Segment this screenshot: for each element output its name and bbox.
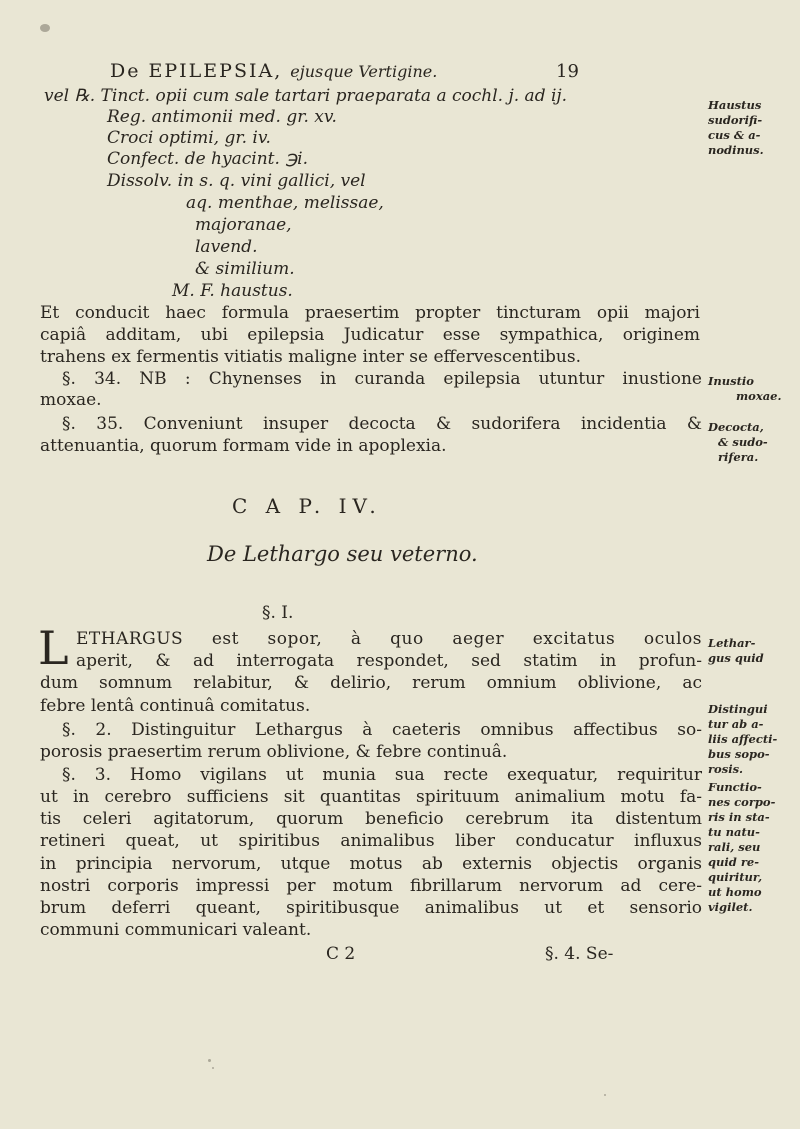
text-line: brum deferri queant, spiritibusque animalibus ut et sensorio	[40, 898, 702, 918]
text-line: ETHARGUS est sopor, à quo aeger excitatus oculos	[76, 629, 702, 649]
text-line: aperit, & ad interrogata respondet, sed statim in profun-	[76, 651, 702, 671]
recipe-line: & similium.	[195, 259, 295, 279]
margin-note-distinguitur: Distingui tur ab a- liis affecti- bus sopo- rosis.	[708, 702, 778, 776]
text-line: attenuantia, quorum formam vide in apoplexia.	[40, 436, 447, 456]
text-line: porosis praesertim rerum oblivione, & febre continuâ.	[40, 742, 508, 762]
recipe-line: Dissolv. in s. q. vini gallici, vel	[107, 171, 366, 191]
drop-capital: L	[38, 621, 69, 675]
text-line: communi communicari valeant.	[40, 920, 312, 940]
text-line: moxae.	[40, 390, 102, 410]
signature-mark: C 2	[326, 944, 356, 964]
text-line: nostri corporis impressi per motum fibrillarum nervorum ad cere-	[40, 876, 702, 896]
recipe-line: majoranae,	[195, 215, 292, 235]
text-line: tis celeri agitatorum, quorum beneficio cerebrum ita distentum	[40, 809, 702, 829]
recipe-line: M. F. haustus.	[172, 281, 293, 301]
text-line: in principia nervorum, utque motus ab externis objectis organis	[40, 854, 702, 874]
text-line: capiâ additam, ubi epilepsia Judicatur esse sympathica, originem	[40, 325, 700, 345]
text-line: §. 35. Conveniunt insuper decocta & sudorifera incidentia &	[62, 414, 702, 434]
recipe-line: vel ℞. Tinct. opii cum sale tartari praeparata a cochl. j. ad ij.	[44, 86, 568, 106]
text-line: §. 3. Homo vigilans ut munia sua recte exequatur, requiritur	[62, 765, 702, 785]
text-line: febre lentâ continuâ comitatus.	[40, 696, 311, 716]
margin-note-inustio: Inustio moxae.	[708, 374, 782, 403]
margin-note-decocta: Decocta, & sudo- rifera.	[708, 420, 768, 464]
paper-speck	[208, 1059, 211, 1062]
chapter-title: De Lethargo seu veterno.	[207, 542, 478, 566]
text-line: retineri queat, ut spiritibus animalibus liber conducatur influxus	[40, 831, 702, 851]
recipe-line: lavend.	[195, 237, 258, 257]
margin-note-haustus: Haustus sudorifi- cus & a- nodinus.	[708, 98, 764, 157]
text-line: Et conducit haec formula praesertim propter tincturam opii majori	[40, 303, 700, 323]
recipe-line: Croci optimi, gr. iv.	[107, 128, 271, 148]
page-number: 19	[556, 61, 579, 82]
text-line: §. 34. NB : Chynenses in curanda epilepsia utuntur inustione	[62, 369, 702, 389]
recipe-line: aq. menthae, melissae,	[186, 193, 384, 213]
paper-speck	[604, 1094, 606, 1096]
text-line: dum somnum relabitur, & delirio, rerum omnium oblivione, ac	[40, 673, 702, 693]
running-title	[110, 60, 437, 82]
catchword: §. 4. Se-	[545, 944, 614, 964]
recipe-line: Reg. antimonii med. gr. xv.	[107, 107, 337, 127]
running-title-main: De EPILEPSIA,	[110, 60, 283, 82]
paper-speck	[212, 1067, 214, 1069]
text-line: trahens ex fermentis vitiatis maligne inter se effervescentibus.	[40, 347, 581, 367]
text-line: ut in cerebro sufficiens sit quantitas spirituum animalium motu fa-	[40, 787, 702, 807]
margin-note-lethargus-quid: Lethar- gus quid	[708, 636, 764, 665]
running-title-sub: ejusque Vertigine.	[290, 62, 438, 81]
margin-note-functiones: Functio- nes corpo- ris in sta- tu natu- rali, seu quid re- quiritur, ut homo vigilet.	[708, 780, 776, 914]
recipe-line: Confect. de hyacint. ℈i.	[107, 149, 308, 169]
ink-blot	[40, 24, 50, 32]
chapter-heading: C A P. IV.	[232, 494, 382, 518]
section-mark: §. I.	[262, 603, 294, 623]
text-line: §. 2. Distinguitur Lethargus à caeteris omnibus affectibus so-	[62, 720, 702, 740]
